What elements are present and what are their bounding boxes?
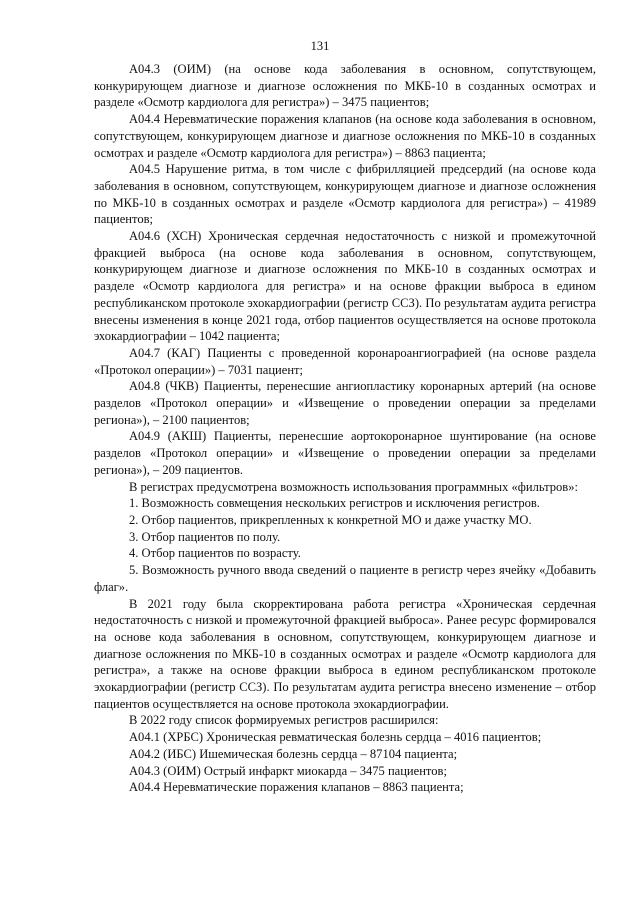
paragraph-a04-3: А04.3 (ОИМ) (на основе кода заболевания в основном, сопутствующем, конкурирующем диагнозе и диагнозе осложнения по МКБ-10 в созданных осмотрах и разделе «Осмотр кардиолога для регистра») – 3475 пациентов; <box>94 62 596 110</box>
filter-list-item: 2. Отбор пациентов, прикрепленных к конкретной МО и даже участку МО. <box>129 512 532 527</box>
paragraph-filters-intro: В регистрах предусмотрена возможность использования программных «фильтров»: <box>129 479 578 494</box>
paragraph-2021-correction: В 2021 году была скорректирована работа регистра «Хроническая сердечная недостаточность с низкой и промежуточной фракцией выброса». Ранее ресурс формировался на основе кода заболевания в основном, сопутствующем, конкурирующем диагнозе и диагнозе осложнения по МКБ-10 в созданных осмотрах и разделе «Осмотр кардиолога для регистра», а также на основе фракции выброса в едином республиканском протоколе эхокардиографии (регистр ССЗ). По результатам аудита регистра внесено изменение – отбор пациентов осуществляется на основе протокола эхокардиографии. <box>94 596 596 711</box>
paragraph-a04-9: А04.9 (АКШ) Пациенты, перенесшие аортокоронарное шунтирование (на основе разделов «Протокол операции» и «Извещение о проведении операции за пределами региона»), – 209 пациентов. <box>94 429 596 477</box>
paragraph-a04-7: А04.7 (КАГ) Пациенты с проведенной коронароангиографией (на основе раздела «Протокол операции») – 7031 пациент; <box>94 345 596 377</box>
filter-list-item: 3. Отбор пациентов по полу. <box>129 529 281 544</box>
paragraph-2022-intro: В 2022 году список формируемых регистров расширился: <box>129 713 439 728</box>
filter-list-item: 1. Возможность совмещения нескольких регистров и исключения регистров. <box>129 496 540 511</box>
filter-list-item: 5. Возможность ручного ввода сведений о пациенте в регистр через ячейку «Добавить флаг». <box>94 563 596 594</box>
register-2022-item: А04.3 (ОИМ) Острый инфаркт миокарда – 3475 пациентов; <box>129 763 447 778</box>
register-2022-item: А04.1 (ХРБС) Хроническая ревматическая болезнь сердца – 4016 пациентов; <box>129 730 542 745</box>
body-text <box>94 61 596 796</box>
paragraph-a04-6: А04.6 (ХСН) Хроническая сердечная недостаточность с низкой и промежуточной фракцией выброса (на основе кода заболевания в основном, сопутствующем, конкурирующем диагнозе и диагнозе осложнения по МКБ-10 в созданных осмотрах и разделе «Осмотр кардиолога для регистра» и на основе фракции выброса в едином республиканском протоколе эхокардиографии (регистр ССЗ). По результатам аудита регистра внесены изменения в конце 2021 года, отбор пациентов осуществляется на основе протокола эхокардиографии – 1042 пациента; <box>94 229 596 344</box>
page-number: 131 <box>310 39 330 53</box>
paragraph-a04-5: А04.5 Нарушение ритма, в том числе с фибрилляцией предсердий (на основе кода заболевания в основном, сопутствующем, конкурирующем диагнозе и диагнозе осложнения по МКБ-10 в созданных осмотрах и разделе «Осмотр кардиолога для регистра») – 41989 пациентов; <box>94 162 596 227</box>
filter-list-item: 4. Отбор пациентов по возрасту. <box>129 546 301 561</box>
paragraph-a04-4: А04.4 Неревматические поражения клапанов (на основе кода заболевания в основном, сопутствующем, конкурирующем диагнозе и диагнозе осложнения по МКБ-10 в созданных осмотрах и разделе «Осмотр кардиолога для регистра») – 8863 пациента; <box>94 112 596 160</box>
paragraph-a04-8: А04.8 (ЧКВ) Пациенты, перенесшие ангиопластику коронарных артерий (на основе разделов «Протокол операции» и «Извещение о проведении операции за пределами региона»), – 2100 пациентов; <box>94 379 596 427</box>
register-2022-item: А04.2 (ИБС) Ишемическая болезнь сердца – 87104 пациента; <box>129 746 458 761</box>
register-2022-item: А04.4 Неревматические поражения клапанов – 8863 пациента; <box>129 780 464 795</box>
